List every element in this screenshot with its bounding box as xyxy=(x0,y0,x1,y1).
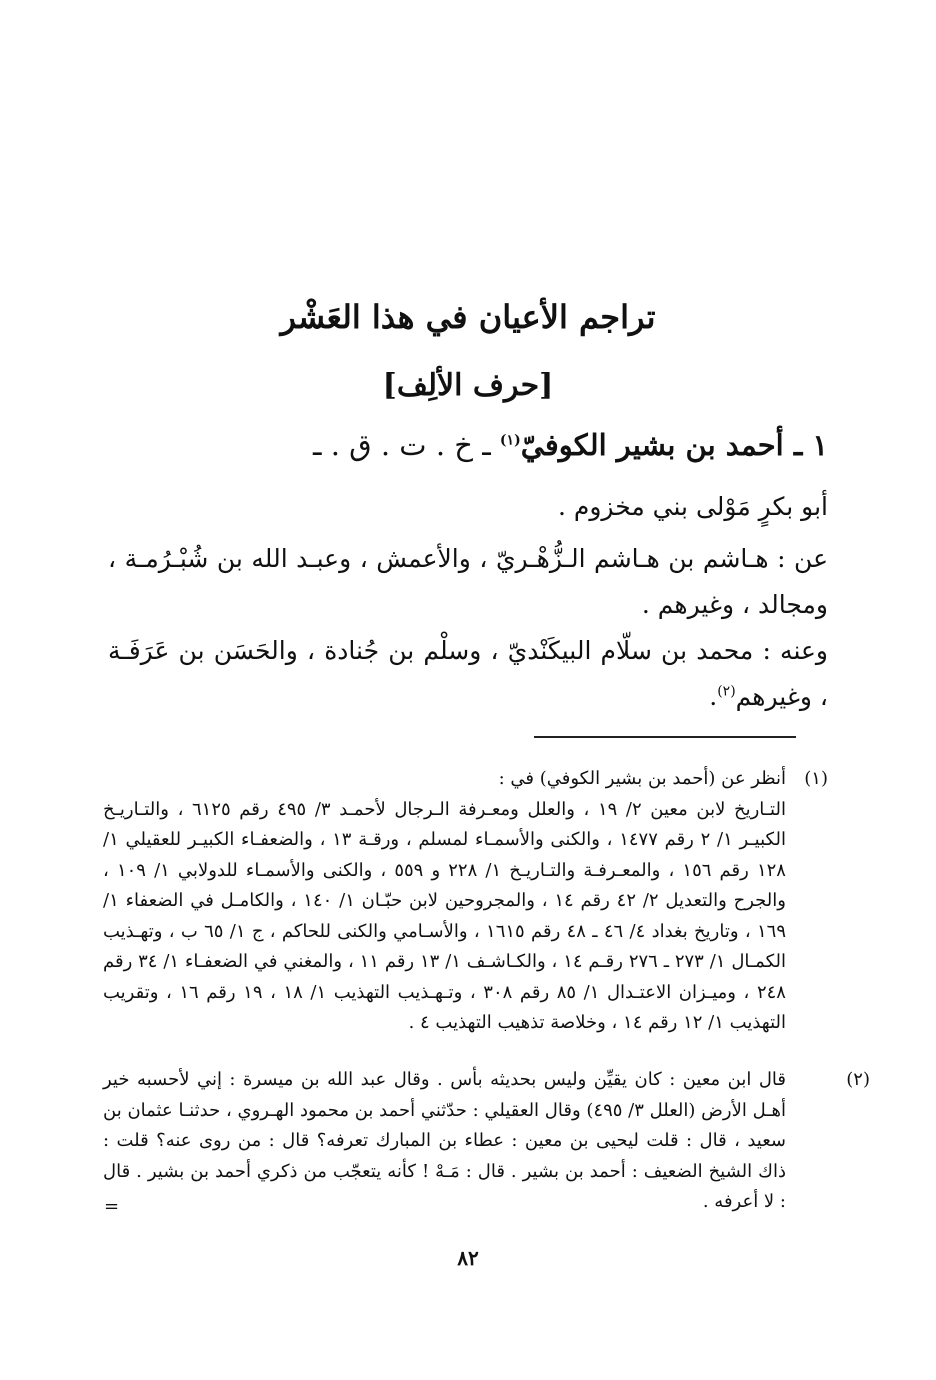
footnote-ref-2: (٢) xyxy=(717,683,736,700)
entry-narrated-by xyxy=(108,628,828,720)
footnote-1 xyxy=(103,764,828,1039)
footnote-1-number: (١) xyxy=(804,768,828,789)
footnote-2-text: قال ابن معين : كان يقيِّن وليس بحديثه بأس . وقال عبد الله بن ميسرة : إني لأحسبه خير أهـل الأرض (العلل ٣/ ٤٩٥) وقال العقيلي : حدّثني أحمد بن محمود الهـروي ، حدثنـا عثمان بن سعيد ، قال : قلت ليحيى بن معين : عطاء بن المبارك تعرفه؟ قال : من روى عنه؟ قلت : ذاك الشيخ الضعيف : أحمد بن بشير . قال : مَـهْ ! كأنه يتعجّب من ذكري أحمد بن بشير . قال : لا أعرفه . xyxy=(103,1069,786,1212)
footnote-2-number: (٢) xyxy=(846,1069,870,1090)
footnote-1-heading xyxy=(103,764,828,795)
footnote-ref-1: (١) xyxy=(499,432,521,449)
entry-name: ١ ـ أحمد بن بشير الكوفيّ xyxy=(520,428,828,462)
entry-narrated-from: عن : هـاشم بن هـاشم الـزُّهْـريّ ، والأعمش ، وعبـد الله بن شُبْـرُمـة ، ومجالد ، وغيرهم . xyxy=(108,544,828,619)
continuation-mark: = xyxy=(104,1196,120,1217)
narrated-by-text: وعنه : محمد بن سلّام البيكَنْديّ ، وسلْم بن جُنادة ، والحَسَن بن عَرَفَـة ، وغيرهم xyxy=(108,636,828,711)
page-number: ٨٢ xyxy=(457,1246,479,1270)
entry-kunya: أبو بكرٍ مَوْلى بني مخزوم . xyxy=(557,492,828,521)
footnote-2 xyxy=(103,1065,870,1218)
section-heading: [حرف الألِف] xyxy=(382,368,554,403)
narrated-by-end: . xyxy=(709,682,718,711)
entry-heading xyxy=(108,428,828,462)
page-title: تراجم الأعيان في هذا العَشْر xyxy=(280,298,656,336)
footnote-divider xyxy=(534,736,796,738)
footnote-2-paragraph xyxy=(103,1065,870,1218)
footnote-1-text: التـاريخ لابن معين ٢/ ١٩ ، والعلل ومعـرفة الـرجال لأحمـد ٣/ ٤٩٥ رقم ٦١٢٥ ، والتـاريـخ الكبيـر ١/ ٢ رقم ١٤٧٧ ، والكنى والأسمـاء لمسلم ، ورقـة ١٣ ، والضعفـاء الكبيـر للعقيلي ١/ ١٢٨ رقم ١٥٦ ، والمعـرفـة والتـاريـخ ١/ ٢٢٨ و ٥٥٩ ، والكنى والأسمـاء للدولابي ١/ ١٠٩ ، والجرح والتعديل ٢/ ٤٢ رقم ١٤ ، والمجروحين لابن حبّـان ١/ ١٤٠ ، والكامـل في الضعفاء ١/ ١٦٩ ، وتاريخ بغداد ٤/ ٤٦ ـ ٤٨ رقم ١٦١٥ ، والأسـامي والكنى للحاكم ، ج ١/ ٦٥ ب ، وتهـذيب الكمـال ١/ ٢٧٣ ـ ٢٧٦ رقـم ١٤ ، والكـاشـف ١/ ١٣ رقم ١١ ، والمغني في الضعفـاء ١/ ٣٤ رقم ٢٤٨ ، وميـزان الاعتـدال ١/ ٨٥ رقم ٣٠٨ ، وتـهـذيب التهذيب ١/ ١٨ ، ١٩ رقم ١٦ ، وتقريب التهذيب ١/ ١٢ رقم ١٤ ، وخلاصة تذهيب التهذيب ٤ . xyxy=(103,798,787,1033)
entry-symbols: ـ خ . ت . ق . ـ xyxy=(313,428,500,462)
footnote-1-intro: أنظر عن (أحمد بن بشير الكوفي) في : xyxy=(498,768,786,789)
